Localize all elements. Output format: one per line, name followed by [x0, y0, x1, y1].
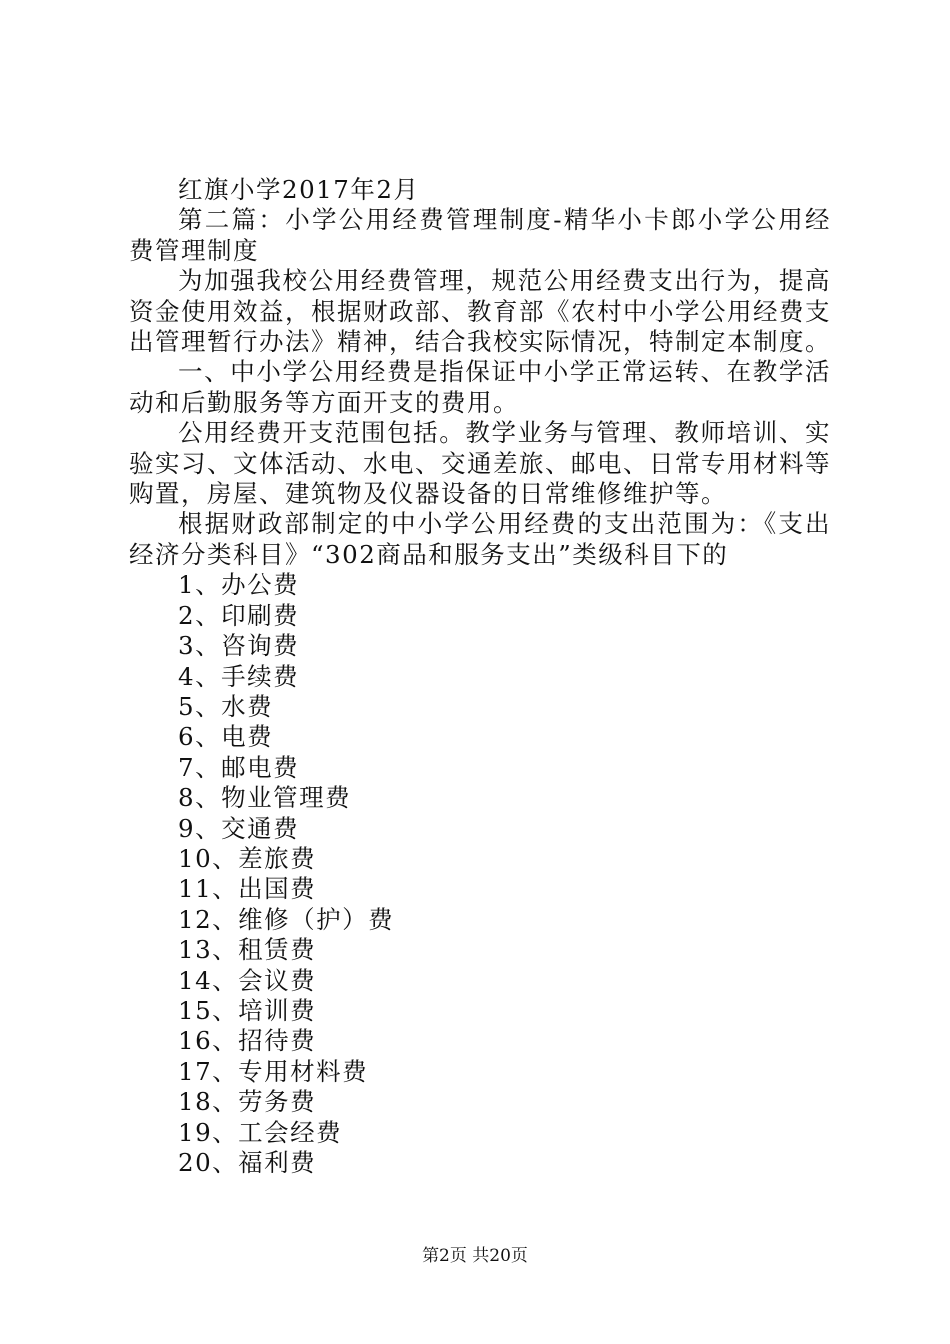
- list-item: 4、手续费: [178, 661, 300, 691]
- list-item: 3、咨询费: [178, 631, 300, 661]
- list-item: 14、会议费: [178, 965, 317, 995]
- date-line: 红旗小学2017年2月: [178, 175, 420, 204]
- list-item: 15、培训费: [178, 995, 317, 1025]
- list-item: 9、交通费: [178, 813, 300, 843]
- list-item: 12、维修（护）费: [178, 904, 395, 934]
- list-item: 10、差旅费: [178, 843, 317, 873]
- list-item: 8、物业管理费: [178, 783, 352, 813]
- list-item: 1、办公费: [178, 570, 300, 600]
- list-item: 17、专用材料费: [178, 1056, 369, 1086]
- list-item: 7、邮电费: [178, 752, 300, 782]
- page-footer: 第2页 共20页: [422, 1246, 528, 1266]
- section-title: 第二篇：小学公用经费管理制度-精华小卡郎小学公用经费管理制度: [129, 205, 831, 265]
- document-body: [129, 175, 831, 1178]
- list-item: 6、电费: [178, 722, 274, 752]
- paragraph-scope: 公用经费开支范围包括。教学业务与管理、教师培训、实验实习、文体活动、水电、交通差旅、邮电、日常专用材料等购置，房屋、建筑物及仪器设备的日常维修维护等。: [129, 418, 831, 509]
- list-item: 13、租赁费: [178, 935, 317, 965]
- list-item: 16、招待费: [178, 1026, 317, 1056]
- list-item: 2、印刷费: [178, 600, 300, 630]
- list-item: 18、劳务费: [178, 1087, 317, 1117]
- list-item: 11、出国费: [178, 874, 317, 904]
- paragraph-categories: 根据财政部制定的中小学公用经费的支出范围为：《支出经济分类科目》“302商品和服务支出”类级科目下的: [129, 509, 831, 569]
- list-item: 5、水费: [178, 691, 274, 721]
- list-item: 19、工会经费: [178, 1117, 343, 1147]
- paragraph-definition: 一、中小学公用经费是指保证中小学正常运转、在教学活动和后勤服务等方面开支的费用。: [129, 357, 831, 417]
- list-item: 20、福利费: [178, 1148, 317, 1177]
- paragraph-intro: 为加强我校公用经费管理，规范公用经费支出行为，提高资金使用效益，根据财政部、教育部《农村中小学公用经费支出管理暂行办法》精神，结合我校实际情况，特制定本制度。: [129, 266, 831, 357]
